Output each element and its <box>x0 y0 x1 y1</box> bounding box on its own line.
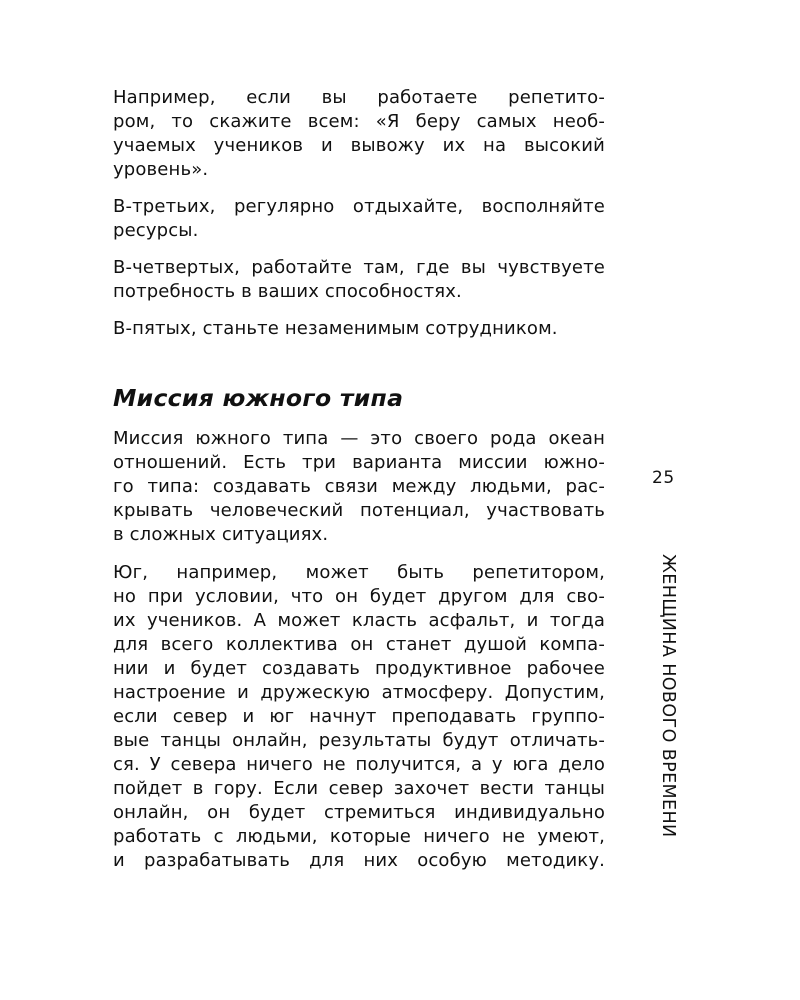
text-line: но при условии, что он будет другом для сво- <box>113 586 605 607</box>
text-line: в сложных ситуациях. <box>113 524 329 545</box>
text-line: ром, то скажите всем: «Я беру самых необ- <box>113 111 605 132</box>
text-line: В-третьих, регулярно отдыхайте, восполняйте <box>113 196 605 217</box>
page-number: 25 <box>652 468 675 488</box>
paragraph-south-example <box>113 561 605 873</box>
text-line: ресурсы. <box>113 220 199 241</box>
text-line: работать с людьми, которые ничего не умеют, <box>113 826 605 847</box>
text-line: Миссия южного типа — это своего рода океан <box>113 428 605 449</box>
text-line: крывать человеческий потенциал, участвовать <box>113 500 605 521</box>
text-line: пойдет в гору. Если север захочет вести танцы <box>113 778 605 799</box>
paragraph-fourth-point <box>113 256 605 304</box>
text-line: настроение и дружескую атмосферу. Допустим, <box>113 682 605 703</box>
text-line: онлайн, он будет стремиться индивидуально <box>113 802 605 823</box>
text-line: го типа: создавать связи между людьми, рас- <box>113 476 605 497</box>
section-heading: Миссия южного типа <box>113 384 404 412</box>
text-line: В-пятых, станьте незаменимым сотрудником. <box>113 318 558 339</box>
text-line: Например, если вы работаете репетито- <box>113 87 605 108</box>
text-line: нии и будет создавать продуктивное рабочее <box>113 658 605 679</box>
text-line: ся. У севера ничего не получится, а у юга дело <box>113 754 605 775</box>
text-line: их учеников. А может класть асфальт, и тогда <box>113 610 605 631</box>
paragraph-fifth-point <box>113 317 605 341</box>
text-line: если север и юг начнут преподавать группо- <box>113 706 605 727</box>
paragraph-tutor-example <box>113 86 605 182</box>
paragraph-third-point <box>113 195 605 243</box>
text-line: для всего коллектива он станет душой компа- <box>113 634 605 655</box>
running-title: ЖЕНЩИНА НОВОГО ВРЕМЕНИ <box>658 554 678 838</box>
text-line: отношений. Есть три варианта миссии южно- <box>113 452 605 473</box>
text-line: Юг, например, может быть репетитором, <box>113 562 605 583</box>
text-line: и разрабатывать для них особую методику. <box>113 850 605 871</box>
text-line: уровень». <box>113 159 209 180</box>
text-line: В-четвертых, работайте там, где вы чувствуете <box>113 257 605 278</box>
text-line: вые танцы онлайн, результаты будут отличать- <box>113 730 605 751</box>
text-line: потребность в ваших способностях. <box>113 281 462 302</box>
paragraph-south-mission <box>113 427 605 547</box>
text-line: учаемых учеников и вывожу их на высокий <box>113 135 605 156</box>
